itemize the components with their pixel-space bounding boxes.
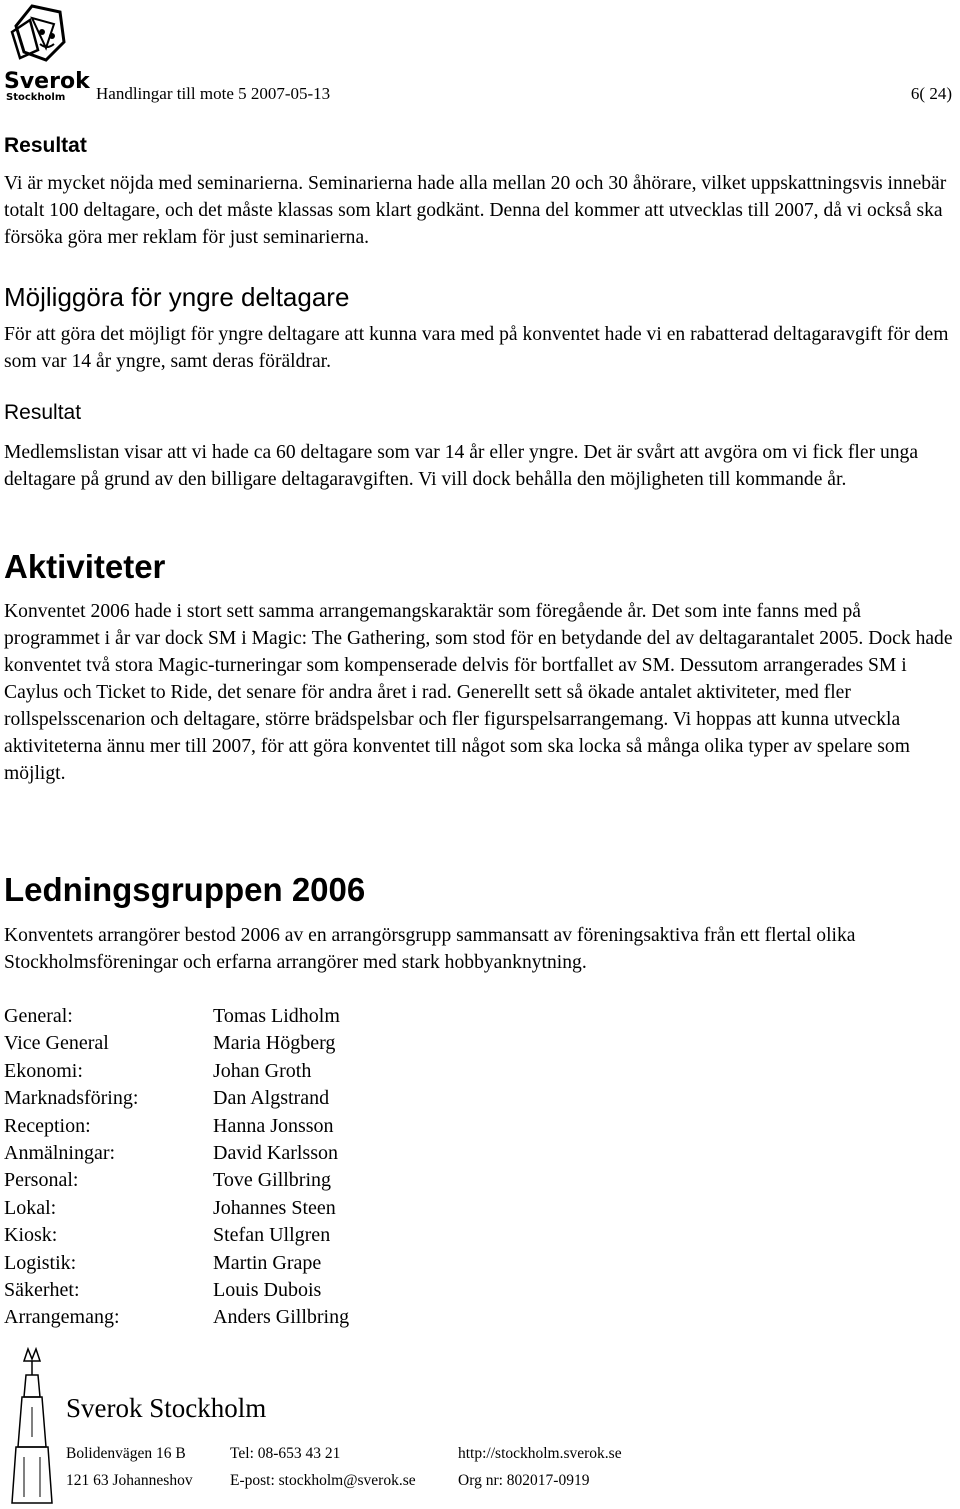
- section-paragraph: Vi är mycket nöjda med seminarierna. Seminarierna hade alla mellan 20 och 30 åhörare, vilket uppskattningsvis innebär totalt 100 deltagare, och det måste klassas som klart godkänt. Denna del kommer att utvecklas till 2007, då vi också ska försöka göra mer reklam för just seminarierna.: [4, 173, 947, 248]
- page-header: [0, 0, 960, 110]
- roster-role: Reception:: [4, 1114, 91, 1137]
- svg-text:Sverok: Sverok: [4, 69, 90, 94]
- roster-name: Johan Groth: [213, 1059, 312, 1082]
- sverok-logo-icon: [2, 2, 94, 102]
- roster-name: Hanna Jonsson: [213, 1114, 334, 1137]
- roster-name: Louis Dubois: [213, 1278, 322, 1301]
- roster-name: Maria Högberg: [213, 1032, 336, 1055]
- section-paragraph: För att göra det möjligt för yngre deltagare att kunna vara med på konventet hade vi en rabatterad deltagaravgift för dem som var 14 år yngre, samt deras föräldrar.: [4, 324, 949, 372]
- roster-name: Dan Algstrand: [213, 1087, 330, 1110]
- roster-name: Martin Grape: [213, 1251, 322, 1274]
- roster-role: Vice General: [4, 1032, 109, 1055]
- footer-address-line2: 121 63 Johanneshov: [66, 1472, 193, 1489]
- roster-row: [4, 1250, 613, 1277]
- roster-row: [4, 1222, 613, 1249]
- roster-row: [4, 1167, 613, 1194]
- section-heading-ledningsgruppen: Ledningsgruppen 2006: [4, 871, 366, 908]
- roster-row: [4, 1030, 613, 1057]
- document-title: Handlingar till mote 5 2007-05-13: [96, 84, 331, 103]
- roster-role: Logistik:: [4, 1251, 77, 1274]
- section-paragraph: Konventets arrangörer bestod 2006 av en arrangörsgrupp sammansatt av föreningsaktiva från ett flertal olika Stockholmsföreningar och erfarna arrangörer med stark hobbyanknytning.: [4, 925, 856, 973]
- roster-name: Anders Gillbring: [213, 1306, 350, 1329]
- roster-role: Lokal:: [4, 1196, 57, 1219]
- roster-row: [4, 1113, 613, 1140]
- roster-name: Tomas Lidholm: [213, 1005, 340, 1027]
- section-heading-yngre-deltagare: Möjliggöra för yngre deltagare: [4, 282, 350, 312]
- section-paragraph: Konventet 2006 hade i stort sett samma arrangemangskaraktär som föregående år. Det som inte fanns med på programmet i år var dock SM i Magic: The Gathering, som stod för en betydande del av deltagarantalet 2005. Dock hade konventet två stora Magic-turneringar som kompenserade delvis för bortfallet av SM. Dessutom arrangerades SM i Caylus och Ticket to Ride, det senare för andra året i rad. Generellt sett så ökade antalet aktiviteter, med fler rollspelsscenarion och deltagare, större brädspelsbar och fler figurspelsarrangemang. Vi hoppas att kunna utveckla aktiviteterna ännu mer till 2007, för att göra konventet till något som ska locka så många olika typer av spelare som möjligt.: [4, 601, 953, 784]
- section-heading-resultat: Resultat: [4, 401, 82, 424]
- roster-row: [4, 1058, 613, 1085]
- roster-row: [4, 1277, 613, 1304]
- section-paragraph: Medlemslistan visar att vi hade ca 60 deltagare som var 14 år eller yngre. Det är svårt att avgöra om vi fick fler unga deltagare på grund av den billigare deltagaravgiften. Vi vill dock behålla den möjligheten till kommande år.: [4, 442, 919, 490]
- roster-role: Anmälningar:: [4, 1141, 116, 1164]
- footer-org-number: Org nr: 802017-0919: [458, 1472, 590, 1489]
- roster-row: [4, 1003, 613, 1030]
- roster-role: Kiosk:: [4, 1224, 58, 1247]
- roster-name: Tove Gillbring: [213, 1169, 332, 1192]
- roster-role: Arrangemang:: [4, 1306, 120, 1329]
- footer-org-name: Sverok Stockholm: [66, 1393, 267, 1423]
- roster-role: Personal:: [4, 1169, 79, 1192]
- roster-name: Stefan Ullgren: [213, 1224, 331, 1247]
- roster-role: Säkerhet:: [4, 1278, 80, 1301]
- roster-row: [4, 1085, 613, 1112]
- svg-text:Stockholm: Stockholm: [6, 92, 66, 102]
- footer-address-line1: Bolidenvägen 16 B: [66, 1445, 186, 1462]
- roster-name: Johannes Steen: [213, 1196, 336, 1219]
- roster-row: [4, 1140, 613, 1167]
- roster-row: [4, 1195, 613, 1222]
- roster-name: David Karlsson: [213, 1141, 338, 1164]
- footer-url: http://stockholm.sverok.se: [458, 1445, 622, 1462]
- footer-phone: Tel: 08-653 43 21: [230, 1445, 341, 1462]
- roster-row: [4, 1304, 613, 1331]
- page-number: 6( 24): [910, 84, 952, 103]
- page-footer: [0, 1345, 960, 1509]
- roster-role: Ekonomi:: [4, 1059, 83, 1082]
- roster-role: Marknadsföring:: [4, 1087, 139, 1110]
- roster-list: [4, 1003, 613, 1332]
- roster-role: General:: [4, 1005, 73, 1027]
- footer-email: E-post: stockholm@sverok.se: [230, 1472, 416, 1489]
- stockholm-tower-icon: [2, 1347, 62, 1507]
- section-heading-aktiviteter: Aktiviteter: [4, 548, 166, 585]
- section-heading-resultat: Resultat: [4, 134, 87, 157]
